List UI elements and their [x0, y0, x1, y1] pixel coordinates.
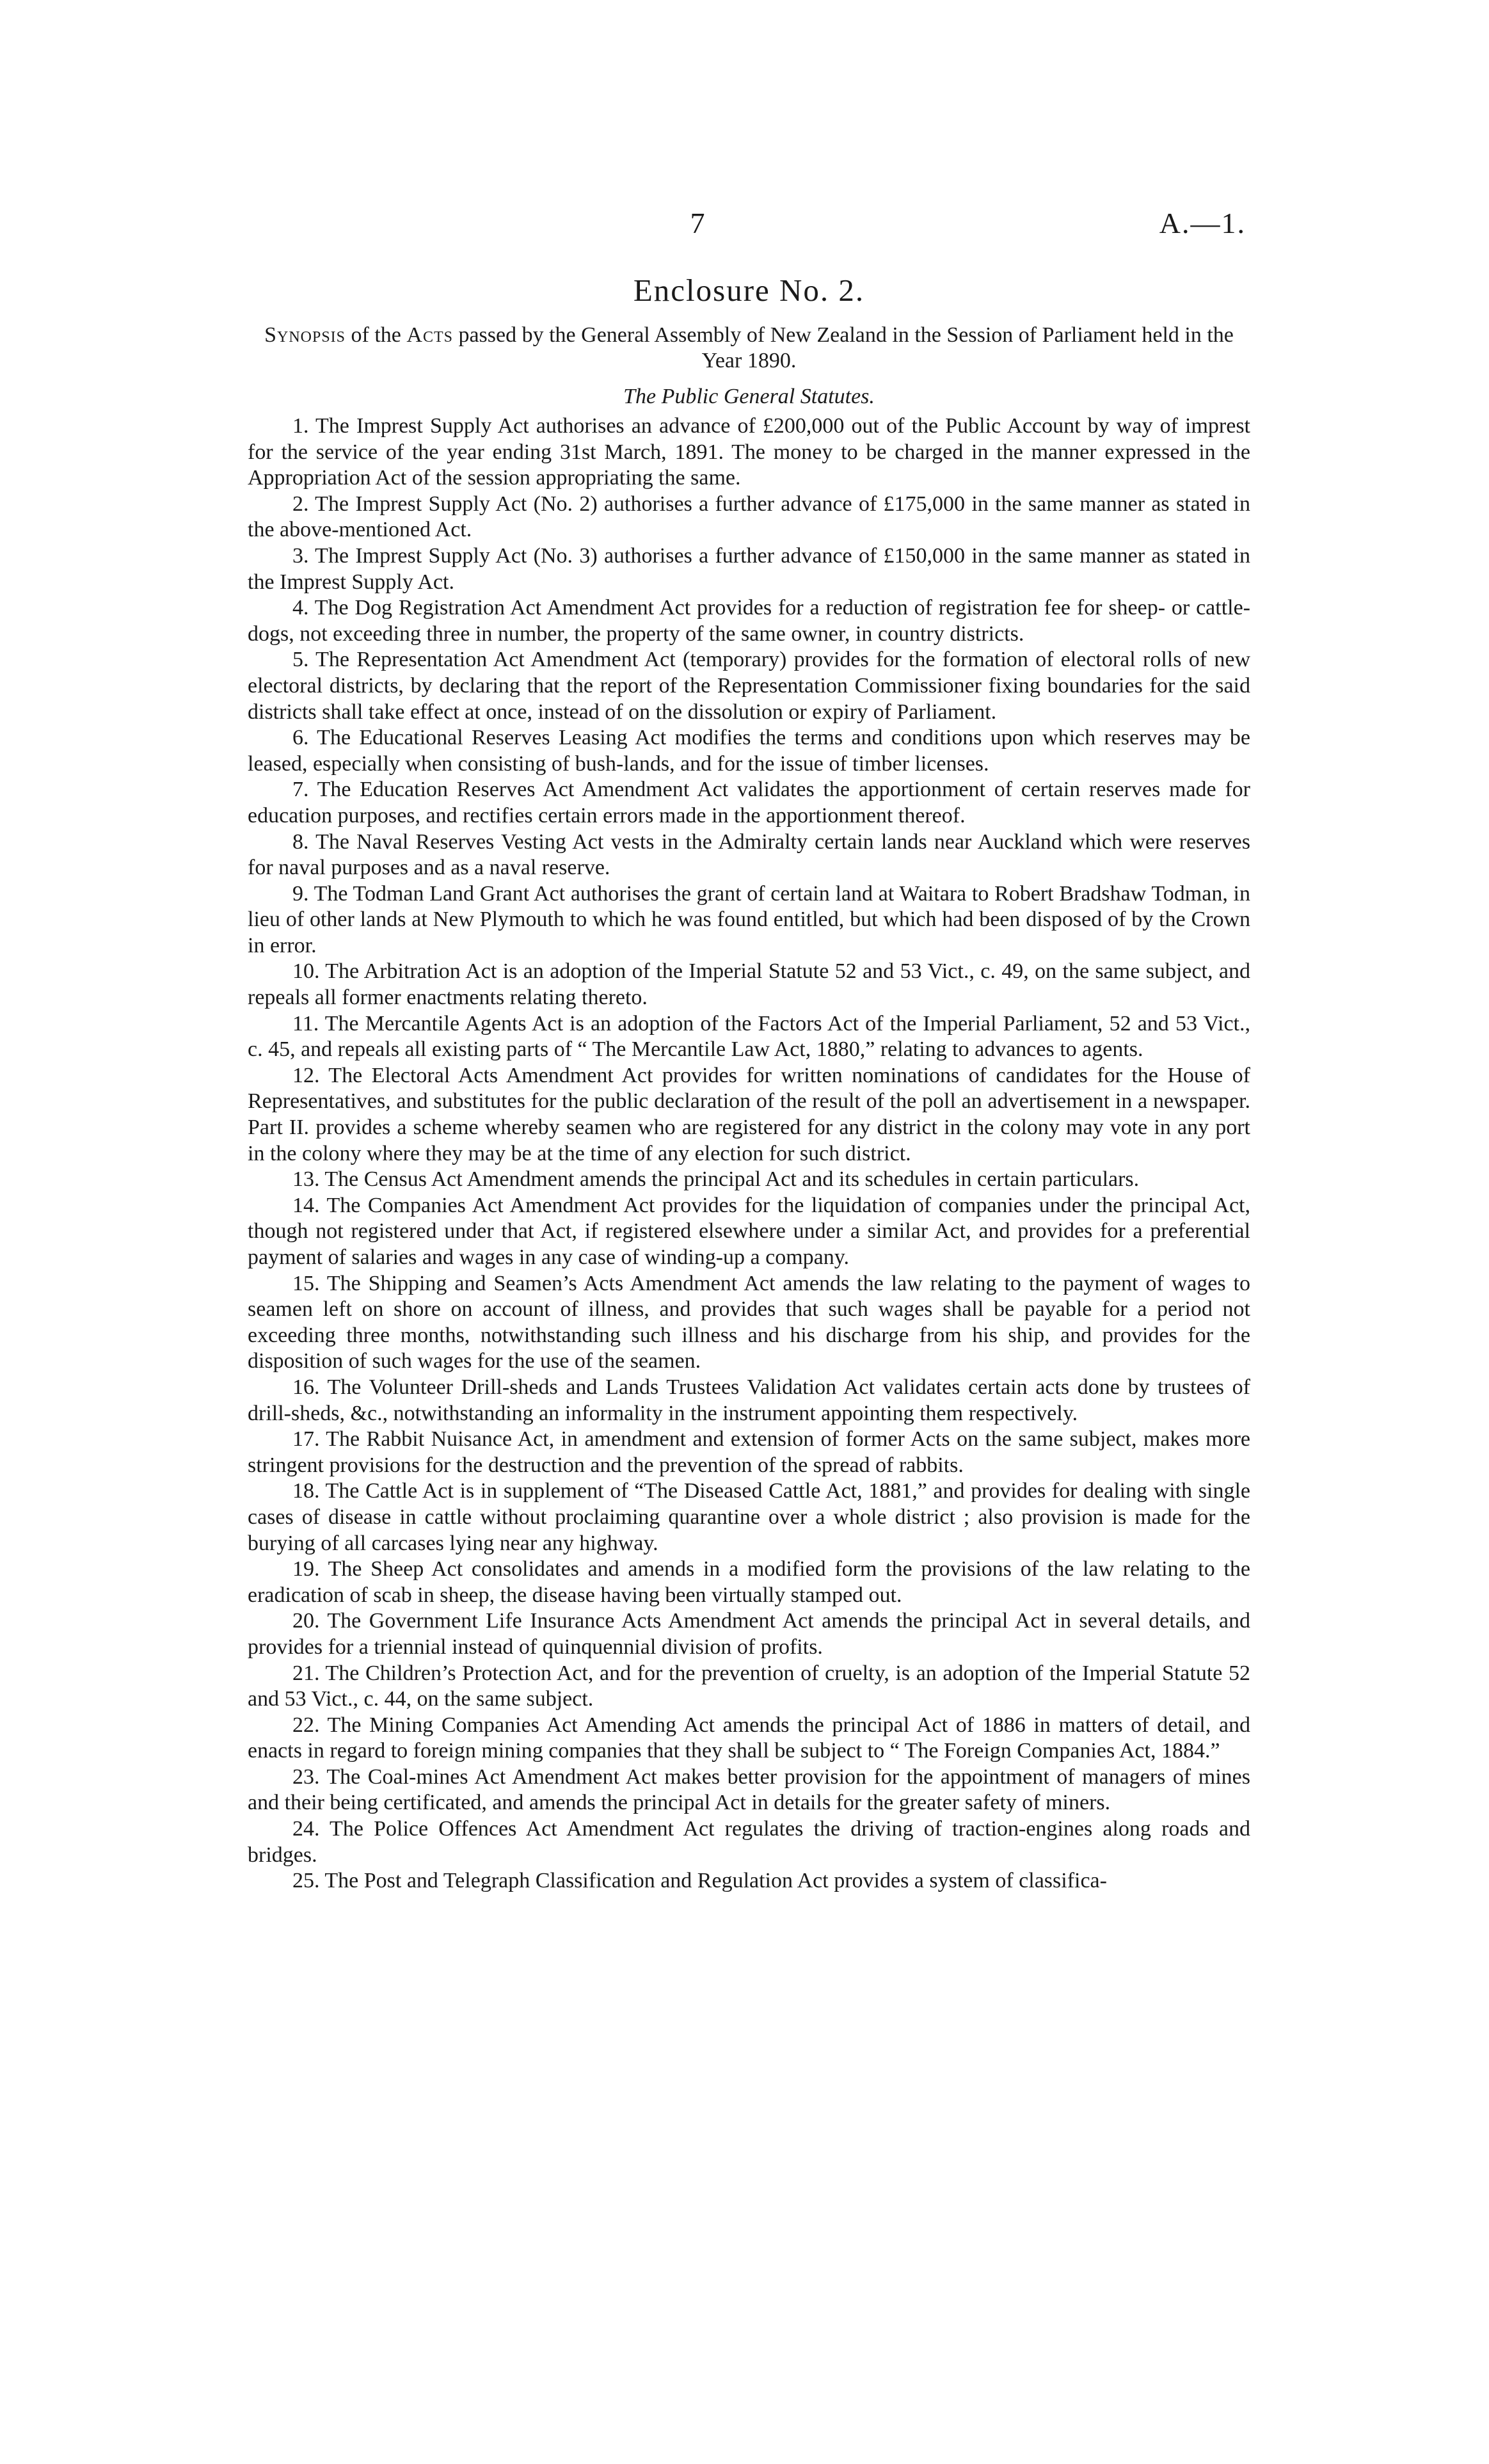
act-item-9: 9. The Todman Land Grant Act authorises the grant of certain land at Waitara to Robert Bradshaw Todman, in lieu of other lands at New Plymouth to which he was found entitled, but which had been disposed of by the Crown in error.	[248, 881, 1250, 957]
act-item-14: 14. The Companies Act Amendment Act provides for the liquidation of companies under the principal Act, though not registered under that Act, if registered elsewhere under a similar Act, and provides for a preferential payment of salaries and wages in any case of winding-up a company.	[248, 1193, 1250, 1269]
act-item-3: 3. The Imprest Supply Act (No. 3) authorises a further advance of £150,000 in the same manner as stated in the Imprest Supply Act.	[248, 543, 1250, 594]
act-item-13: 13. The Census Act Amendment amends the principal Act and its schedules in certain particulars.	[292, 1167, 1140, 1192]
act-item-18: 18. The Cattle Act is in supplement of “The Diseased Cattle Act, 1881,” and provides for dealing with single cases of disease in cattle without proclaiming quarantine over a whole district ; also provision is made for the burying of all carcases lying near any highway.	[248, 1479, 1250, 1555]
act-item-19: 19. The Sheep Act consolidates and amends in a modified form the provisions of the law relating to the eradication of scab in sheep, the disease having been virtually stamped out.	[248, 1557, 1250, 1607]
page-number: 7	[690, 207, 705, 239]
act-item-23: 23. The Coal-mines Act Amendment Act makes better provision for the appointment of managers of mines and their being certificated, and amends the principal Act in details for the greater safety of miners.	[248, 1764, 1250, 1815]
synopsis-heading	[248, 323, 1250, 374]
act-item-8: 8. The Naval Reserves Vesting Act vests in the Admiralty certain lands near Auckland which were reserves for naval purposes and as a naval reserve.	[248, 829, 1250, 880]
section-title: The Public General Statutes.	[623, 385, 875, 408]
act-item-20: 20. The Government Life Insurance Acts Amendment Act amends the principal Act in several details, and provides for a triennial instead of quinquennial division of profits.	[248, 1609, 1250, 1659]
act-item-24: 24. The Police Offences Act Amendment Act regulates the driving of traction-engines along roads and bridges.	[248, 1817, 1250, 1867]
document-reference: A.—1.	[1159, 207, 1246, 239]
act-item-4: 4. The Dog Registration Act Amendment Act provides for a reduction of registration fee for sheep- or cattle-dogs, not exceeding three in number, the property of the same owner, in country districts.	[248, 596, 1250, 646]
act-item-6: 6. The Educational Reserves Leasing Act modifies the terms and conditions upon which reserves may be leased, especially when consisting of bush-lands, and for the issue of timber licenses.	[248, 726, 1250, 776]
act-item-7: 7. The Education Reserves Act Amendment Act validates the apportionment of certain reserves made for education purposes, and rectifies certain errors made in the apportionment thereof.	[248, 778, 1250, 828]
act-item-25: 25. The Post and Telegraph Classification and Regulation Act provides a system of classifica-	[292, 1869, 1107, 1893]
synopsis-rest: passed by the General Assembly of New Zealand in the Session of Parliament held in the Year 1890.	[452, 323, 1234, 372]
act-item-15: 15. The Shipping and Seamen’s Acts Amendment Act amends the law relating to the payment of wages to seamen left on shore on account of illness, and provides that such wages shall be payable for a period not exceeding three months, notwithstanding such illness and his discharge from his ship, and provides for the disposition of such wages for the use of the seamen.	[248, 1271, 1250, 1373]
act-item-22: 22. The Mining Companies Act Amending Act amends the principal Act of 1886 in matters of detail, and enacts in regard to foreign mining companies that they shall be subject to “ The Foreign Companies Act, 1884.”	[248, 1713, 1250, 1763]
act-item-17: 17. The Rabbit Nuisance Act, in amendment and extension of former Acts on the same subject, makes more stringent provisions for the destruction and the prevention of the spread of rabbits.	[248, 1427, 1250, 1477]
act-item-10: 10. The Arbitration Act is an adoption of the Imperial Statute 52 and 53 Vict., c. 49, on the same subject, and repeals all former enactments relating thereto.	[248, 959, 1250, 1010]
synopsis-acts: Acts	[406, 323, 453, 347]
enclosure-title: Enclosure No. 2.	[633, 273, 865, 308]
act-item-5: 5. The Representation Act Amendment Act (temporary) provides for the formation of electoral rolls of new electoral districts, by declaring that the report of the Representation Commissioner fixing boundaries for the said districts shall take effect at once, instead of on the dissolution or expiry of Parliament.	[248, 648, 1250, 724]
act-item-16: 16. The Volunteer Drill-sheds and Lands Trustees Validation Act validates certain acts done by trustees of drill-sheds, &c., notwithstanding an informality in the instrument appointing them respectively.	[248, 1375, 1250, 1425]
synopsis-of-the: of the	[346, 323, 407, 347]
act-item-1: 1. The Imprest Supply Act authorises an advance of £200,000 out of the Public Account by way of imprest for the service of the year ending 31st March, 1891. The money to be charged in the manner expressed in the Appropriation Act of the session appropriating the same.	[248, 414, 1250, 490]
act-item-11: 11. The Mercantile Agents Act is an adoption of the Factors Act of the Imperial Parliament, 52 and 53 Vict., c. 45, and repeals all existing parts of “ The Mercantile Law Act, 1880,” relating to advances to agents.	[248, 1011, 1250, 1062]
document-body	[248, 272, 1250, 1894]
act-item-2: 2. The Imprest Supply Act (No. 2) authorises a further advance of £175,000 in the same manner as stated in the above-mentioned Act.	[248, 492, 1250, 542]
act-item-12: 12. The Electoral Acts Amendment Act provides for written nominations of candidates for the House of Representatives, and substitutes for the public declaration of the result of the poll an advertisement in a newspaper. Part II. provides a scheme whereby seamen who are registered for any district in the colony may vote in any port in the colony where they may be at the time of any election for such district.	[248, 1063, 1250, 1165]
act-item-21: 21. The Children’s Protection Act, and for the prevention of cruelty, is an adoption of the Imperial Statute 52 and 53 Vict., c. 44, on the same subject.	[248, 1661, 1250, 1711]
synopsis-lead: Synopsis	[264, 323, 346, 347]
act-list	[248, 413, 1250, 1894]
